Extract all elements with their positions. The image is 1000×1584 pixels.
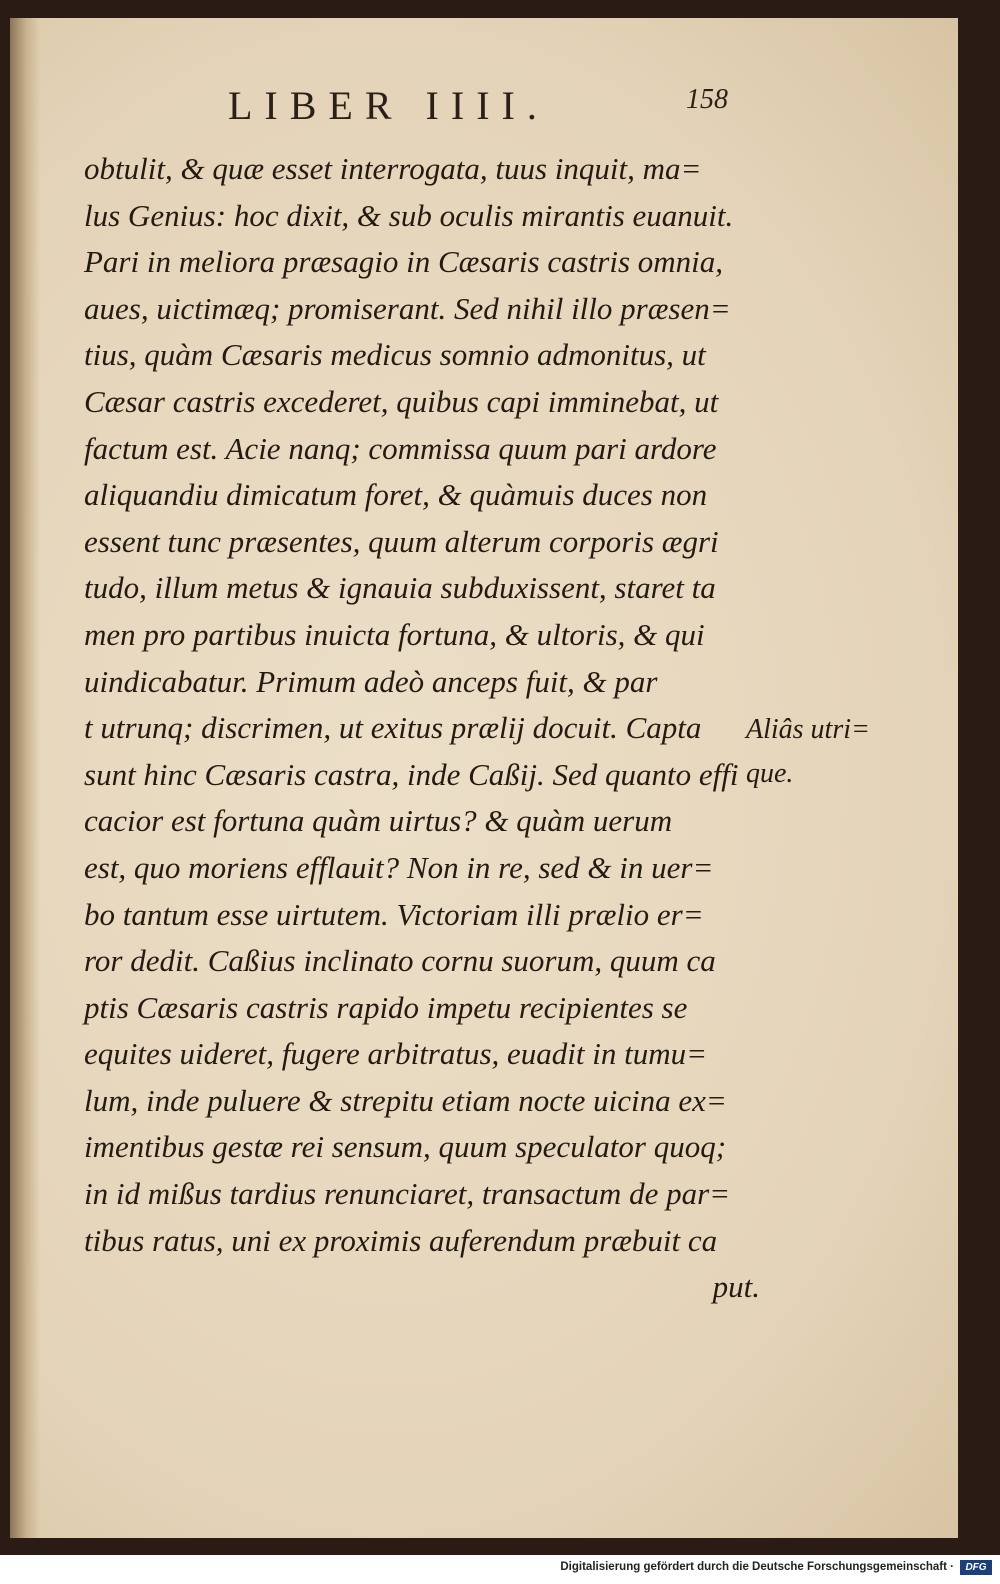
page-number: 158: [686, 84, 728, 115]
text-line: tius, quàm Cæsaris medicus somnio admonitus, ut: [84, 337, 706, 373]
text-line: ror dedit. Caßius inclinato cornu suorum, quum ca: [84, 943, 716, 979]
text-line: Cæsar castris excederet, quibus capi imminebat, ut: [84, 383, 719, 419]
marginal-note-line: Aliâs utri=: [746, 714, 870, 745]
text-line: lus Genius: hoc dixit, & sub oculis mirantis euanuit.: [84, 197, 734, 233]
text-line: equites uideret, fugere arbitratus, euadit in tumu=: [84, 1036, 708, 1072]
running-head: LIBER IIII.: [228, 83, 549, 128]
page-gutter: [10, 18, 40, 1538]
text-line: men pro partibus inuicta fortuna, & ultoris, & qui: [84, 616, 705, 652]
text-line: uindicabatur. Primum adeò anceps fuit, & par: [84, 663, 658, 699]
text-line: imentibus gestæ rei sensum, quum speculator quoq;: [84, 1129, 727, 1165]
text-line: factum est. Acie nanq; commissa quum pari ardore: [84, 430, 717, 466]
marginal-note-line: que.: [746, 758, 794, 789]
text-line: Pari in meliora præsagio in Cæsaris castris omnia,: [84, 244, 724, 280]
text-line: ptis Cæsaris castris rapido impetu recipientes se: [84, 989, 688, 1025]
funding-credit: Digitalisierung gefördert durch die Deutsche Forschungsgemeinschaft ·: [560, 1561, 954, 1573]
text-line: aues, uictimæq; promiserant. Sed nihil illo præsen=: [84, 290, 731, 326]
text-line: in id mißus tardius renunciaret, transactum de par=: [84, 1176, 731, 1212]
text-line: tibus ratus, uni ex proximis auferendum præbuit ca: [84, 1222, 718, 1258]
text-line: sunt hinc Cæsaris castra, inde Caßij. Sed quanto effi: [84, 756, 739, 792]
text-line: bo tantum esse uirtutem. Victoriam illi prælio er=: [84, 896, 704, 932]
digitization-footer: [0, 1555, 1000, 1584]
text-line: est, quo moriens efflauit? Non in re, sed & in uer=: [84, 849, 714, 885]
text-body: [84, 146, 764, 1311]
text-line: obtulit, & quæ esset interrogata, tuus inquit, ma=: [84, 151, 702, 186]
book-page: [10, 18, 958, 1538]
text-line: lum, inde puluere & strepitu etiam nocte uicina ex=: [84, 1082, 727, 1118]
text-line-final: put.: [712, 1269, 760, 1305]
text-line: tudo, illum metus & ignauia subduxissent, staret ta: [84, 570, 716, 606]
dfg-logo: DFG: [960, 1560, 992, 1575]
text-line: aliquandiu dimicatum foret, & quàmuis duces non: [84, 477, 708, 513]
text-line: cacior est fortuna quàm uirtus? & quàm uerum: [84, 803, 673, 839]
text-line: essent tunc præsentes, quum alterum corporis ægri: [84, 523, 719, 559]
marginal-note: [746, 708, 870, 796]
text-line: t utrunq; discrimen, ut exitus prælij docuit. Capta: [84, 710, 702, 746]
